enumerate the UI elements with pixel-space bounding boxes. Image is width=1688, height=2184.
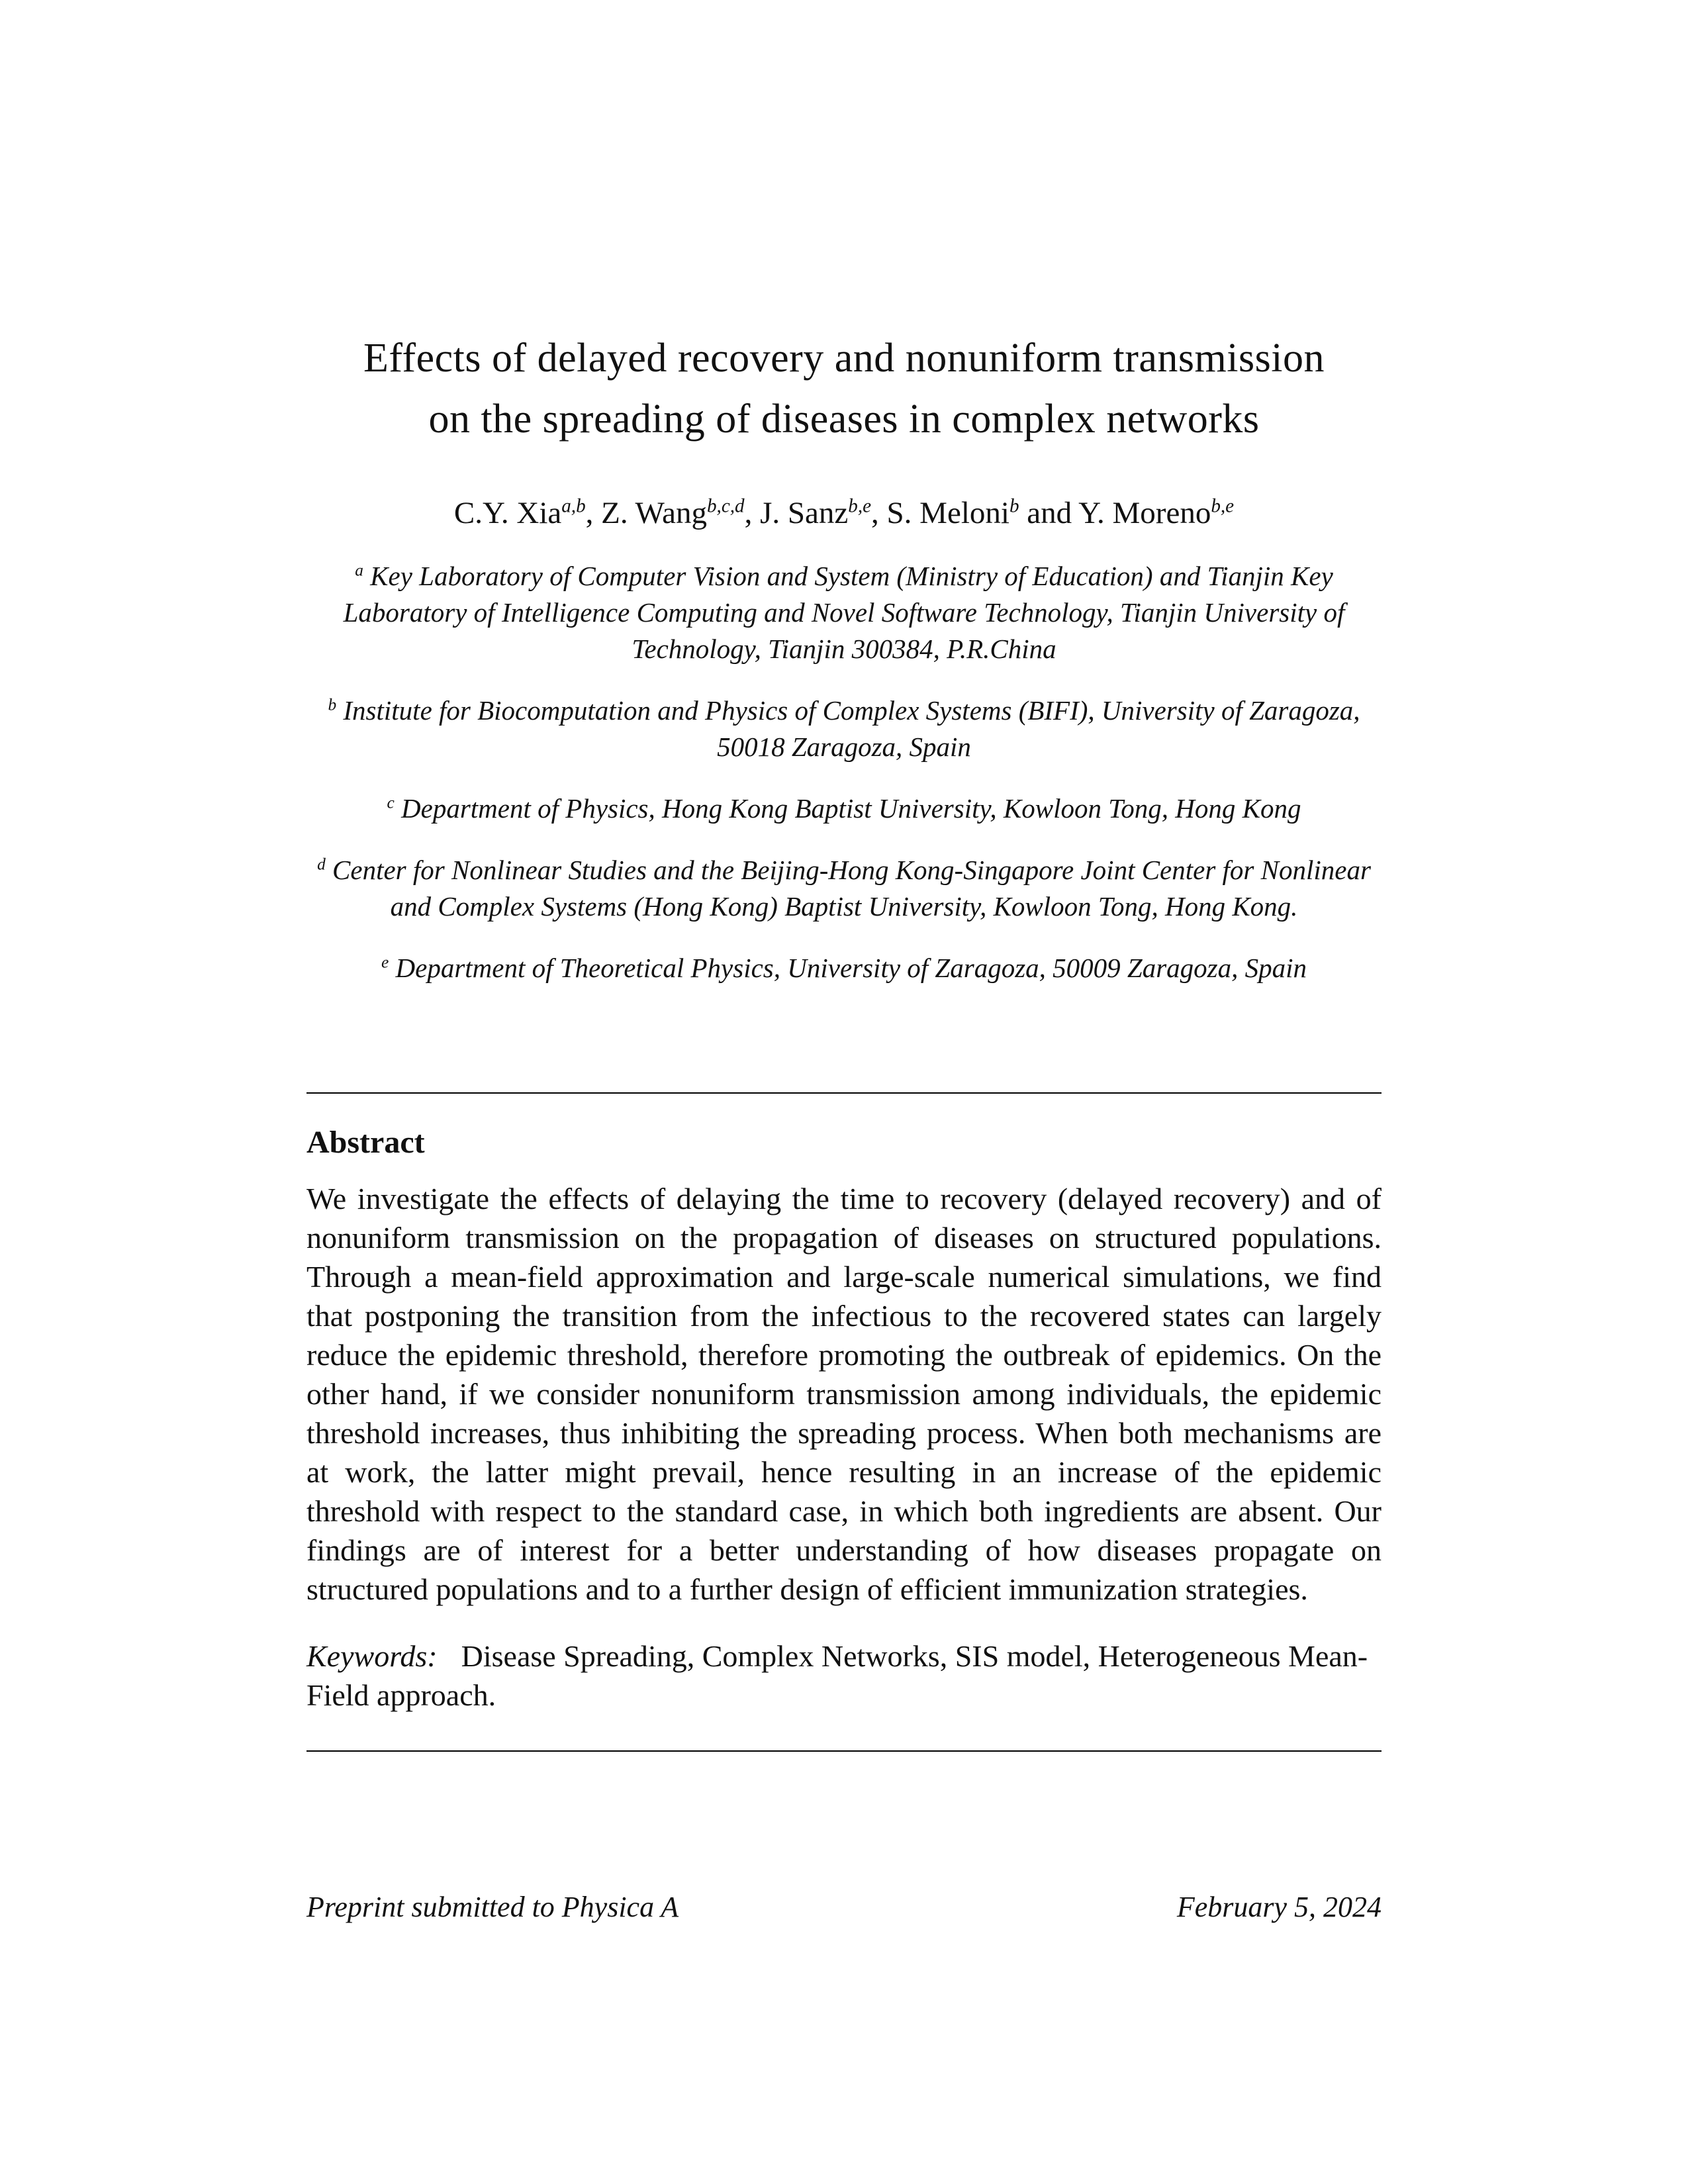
affiliation-d: $^d$ Center for Nonlinear Studies and the Beijing-Hong Kong-Singapore Joint Center for Nonlinear and Complex Systems (Hong Kong) Baptist University, Kowloon Tong, Hong Kong. bbox=[317, 855, 1371, 922]
affiliation-a: $^a$ Key Laboratory of Computer Vision and System (Ministry of Education) and Tianjin Key Laboratory of Intelligence Computing and Novel Software Technology, Tianjin University of Technology, Tianjin 300384, P.R.China bbox=[343, 561, 1345, 664]
author-affiliation-marker: b,e bbox=[848, 495, 872, 517]
authors-line bbox=[306, 493, 1382, 533]
page-footer bbox=[306, 1889, 1382, 1925]
author-affiliation-marker: b bbox=[1009, 495, 1019, 517]
abstract-heading: Abstract bbox=[306, 1125, 425, 1160]
abstract-text: We investigate the effects of delaying the time to recovery (delayed recovery) and of nonuniform transmission on the propagation of diseases on structured populations. Through a mean-field approximation and large-scale numerical simulations, we find that postponing the transition from the infectious to the recovered states can largely reduce the epidemic threshold, therefore promoting the outbreak of epidemics. On the other hand, if we consider nonuniform transmission among individuals, the epidemic threshold increases, thus inhibiting the spreading process. When both mechanisms are at work, the latter might prevail, hence resulting in an increase of the epidemic threshold with respect to the standard case, in which both ingredients are absent. Our findings are of interest for a better understanding of how diseases propagate on structured populations and to a further design of efficient immunization strategies. bbox=[306, 1182, 1382, 1606]
author-name: and Y. Moreno$^{b,e}$ bbox=[1019, 495, 1235, 530]
divider-top bbox=[306, 1092, 1382, 1094]
affiliation-marker: d bbox=[317, 855, 326, 874]
author-affiliation-marker: a,b bbox=[561, 495, 586, 517]
author-name: , S. Meloni$^b$ bbox=[871, 495, 1019, 530]
footer-journal-note: Preprint submitted to Physica A bbox=[306, 1891, 679, 1923]
affiliation-marker: b bbox=[328, 695, 337, 714]
affiliations-block bbox=[306, 558, 1382, 986]
author-affiliation-marker: b,e bbox=[1211, 495, 1235, 517]
affiliation-marker: a bbox=[355, 561, 363, 580]
paper-title-line-2: on the spreading of diseases in complex networks bbox=[428, 397, 1260, 442]
paper-content bbox=[306, 0, 1382, 1752]
affiliation-marker: c bbox=[387, 793, 395, 812]
footer-date: February 5, 2024 bbox=[1176, 1891, 1382, 1923]
author-name: , Z. Wang$^{b,c,d}$ bbox=[585, 495, 745, 530]
divider-bottom bbox=[306, 1750, 1382, 1752]
paper-title bbox=[306, 328, 1382, 450]
affiliation-marker: e bbox=[381, 953, 389, 972]
keywords-text: Disease Spreading, Complex Networks, SIS model, Heterogeneous Mean-Field approach. bbox=[306, 1639, 1368, 1712]
affiliation-c: $^c$ Department of Physics, Hong Kong Baptist University, Kowloon Tong, Hong Kong bbox=[387, 793, 1301, 824]
author-affiliation-marker: b,c,d bbox=[706, 495, 745, 517]
keywords-line bbox=[306, 1637, 1382, 1715]
keywords-label: Keywords: bbox=[306, 1639, 438, 1673]
author-name: , J. Sanz$^{b,e}$ bbox=[744, 495, 872, 530]
paper-title-line-1: Effects of delayed recovery and nonuniform transmission bbox=[363, 336, 1325, 381]
author-name: C.Y. Xia$^{a,b}$ bbox=[453, 495, 586, 530]
affiliation-e: $^e$ Department of Theoretical Physics, University of Zaragoza, 50009 Zaragoza, Spain bbox=[381, 953, 1307, 983]
affiliation-b: $^b$ Institute for Biocomputation and Physics of Complex Systems (BIFI), University of Zaragoza, 50018 Zaragoza, Spain bbox=[328, 695, 1360, 762]
